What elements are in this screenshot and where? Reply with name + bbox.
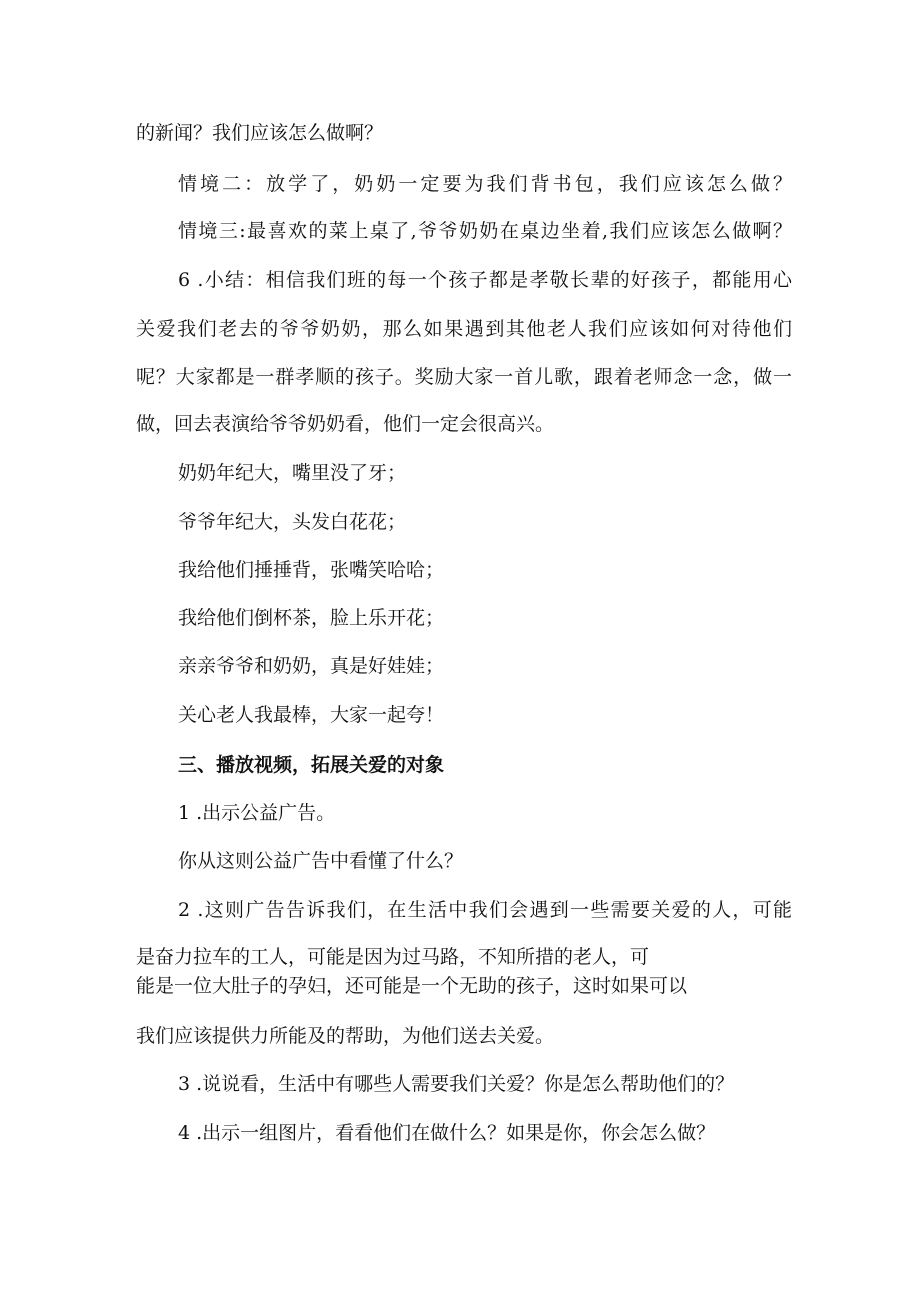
text-line-5: 关爱我们老去的爷爷奶奶，那么如果遇到其他老人我们应该如何对待他们 — [136, 318, 792, 340]
poem-line-6: 关心老人我最棒，大家一起夸！ — [178, 704, 445, 726]
text-line-22: 4 .出示一组图片，看看他们在做什么？如果是你，你会怎么做？ — [178, 1122, 716, 1144]
text-line-18: 是奋力拉车的工人，可能是因为过马路，不知所措的老人，可 — [136, 946, 650, 968]
text-line-2: 情境二：放学了，奶奶一定要为我们背书包，我们应该怎么做？ — [178, 173, 792, 195]
section-heading: 三、播放视频，拓展关爱的对象 — [178, 754, 445, 776]
text-line-3: 情境三:最喜欢的菜上桌了,爷爷奶奶在桌边坐着,我们应该怎么做啊？ — [178, 220, 792, 242]
poem-line-3: 我给他们捶捶背，张嘴笑哈哈； — [178, 559, 445, 581]
text-line-7: 做，回去表演给爷爷奶奶看，他们一定会很高兴。 — [136, 413, 555, 435]
poem-line-4: 我给他们倒杯茶，脸上乐开花； — [178, 607, 445, 629]
poem-line-5: 亲亲爷爷和奶奶，真是好娃娃； — [178, 655, 445, 677]
text-line-6: 呢？大家都是一群孝顺的孩子。奖励大家一首儿歌，跟着老师念一念，做一 — [136, 366, 792, 388]
text-line-16: 你从这则公益广告中看懂了什么？ — [178, 850, 464, 872]
text-line-4: 6 .小结：相信我们班的每一个孩子都是孝敬长辈的好孩子，都能用心 — [178, 269, 792, 291]
text-line-1: 的新闻？我们应该怎么做啊？ — [136, 122, 384, 144]
text-line-15: 1 .出示公益广告。 — [178, 802, 336, 824]
poem-line-2: 爷爷年纪大，头发白花花； — [178, 511, 407, 533]
text-line-21: 3 .说说看，生活中有哪些人需要我们关爱？你是怎么帮助他们的？ — [178, 1073, 735, 1095]
text-line-17: 2 .这则广告告诉我们，在生活中我们会遇到一些需要关爱的人，可能 — [178, 899, 792, 921]
text-line-19: 能是一位大肚子的孕妇，还可能是一个无助的孩子，这时如果可以 — [136, 975, 688, 997]
text-line-20: 我们应该提供力所能及的帮助，为他们送去关爱。 — [136, 1025, 555, 1047]
poem-line-1: 奶奶年纪大，嘴里没了牙； — [178, 462, 407, 484]
